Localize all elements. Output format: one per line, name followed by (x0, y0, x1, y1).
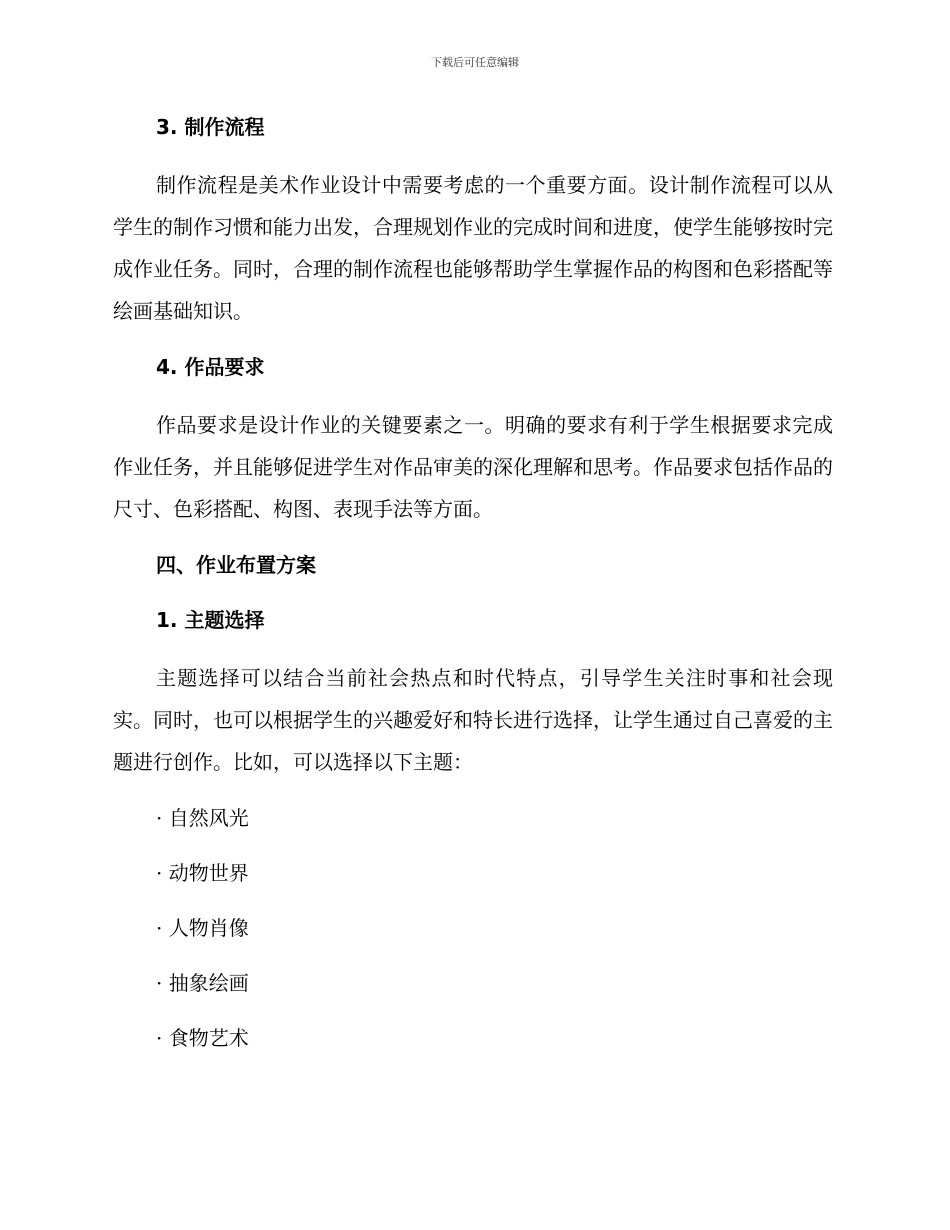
document-body (113, 110, 833, 1055)
page-header-note: 下载后可任意编辑 (431, 56, 519, 69)
paragraph-production-process: 制作流程是美术作业设计中需要考虑的一个重要方面。设计制作流程可以从学生的制作习惯和能力出发，合理规划作业的完成时间和进度，使学生能够按时完成作业任务。同时，合理的制作流程也能够帮助学生掌握作品的构图和色彩搭配等绘画基础知识。 (113, 173, 833, 323)
topic-list-item: · 食物艺术 (156, 1026, 249, 1050)
paragraph-work-requirements: 作品要求是设计作业的关键要素之一。明确的要求有利于学生根据要求完成作业任务，并且能够促进学生对作品审美的深化理解和思考。作品要求包括作品的尺寸、色彩搭配、构图、表现手法等方面。 (113, 413, 833, 521)
section-heading-topic-selection: 1. 主题选择 (156, 608, 265, 632)
paragraph-topic-selection: 主题选择可以结合当前社会热点和时代特点，引导学生关注时事和社会现实。同时，也可以根据学生的兴趣爱好和特长进行选择，让学生通过自己喜爱的主题进行创作。比如，可以选择以下主题： (113, 666, 833, 774)
part-heading-assignment-plan: 四、作业布置方案 (156, 553, 316, 577)
section-heading-work-requirements: 4. 作品要求 (156, 355, 265, 379)
topic-list-item: · 人物肖像 (156, 916, 249, 940)
section-heading-production-process: 3. 制作流程 (156, 115, 265, 139)
topic-list-item: · 动物世界 (156, 861, 249, 885)
topic-list-item: · 抽象绘画 (156, 971, 249, 995)
topic-list-item: · 自然风光 (156, 806, 249, 830)
